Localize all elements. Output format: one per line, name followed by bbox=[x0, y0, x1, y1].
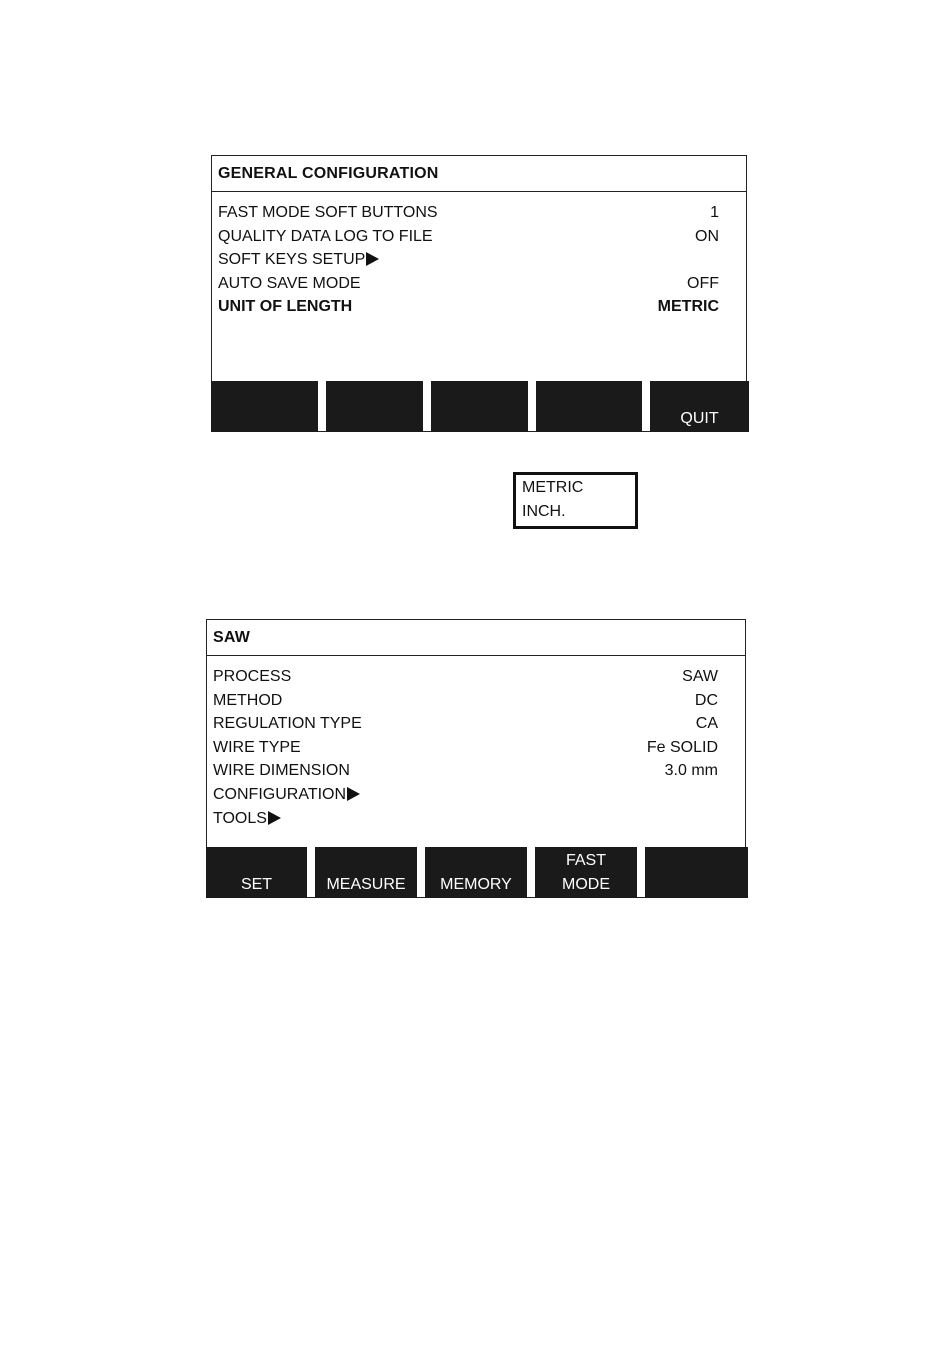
memory-softkey[interactable]: MEMORY bbox=[425, 847, 527, 898]
menu-item-label: TOOLS bbox=[213, 809, 267, 827]
menu-item-quality-data-log[interactable] bbox=[218, 225, 719, 249]
softkey-bar bbox=[211, 381, 747, 432]
menu-item-value: METRIC bbox=[657, 298, 719, 316]
menu-item-process[interactable] bbox=[213, 665, 718, 689]
general-configuration-panel bbox=[211, 155, 747, 432]
menu-item-regulation-type[interactable] bbox=[213, 712, 718, 736]
menu-item-value: CA bbox=[695, 715, 718, 733]
menu-item-value: DC bbox=[694, 691, 718, 709]
menu-item-configuration[interactable] bbox=[213, 783, 718, 807]
softkey-2[interactable] bbox=[326, 381, 423, 432]
saw-menu-panel bbox=[206, 619, 746, 898]
menu-item-label: AUTO SAVE MODE bbox=[218, 274, 361, 292]
menu-item-value: SAW bbox=[682, 668, 718, 685]
popup-option-metric[interactable]: METRIC bbox=[522, 479, 584, 496]
menu-item-value: OFF bbox=[687, 274, 719, 292]
triangle-right-icon bbox=[268, 811, 281, 825]
menu-item-label: CONFIGURATION bbox=[213, 785, 347, 803]
triangle-right-icon bbox=[347, 787, 360, 801]
menu-item-value: 3.0 mm bbox=[664, 762, 718, 780]
menu-item-auto-save-mode[interactable] bbox=[218, 272, 719, 296]
menu-item-label: UNIT OF LENGTH bbox=[218, 298, 353, 316]
menu-item-label: QUALITY DATA LOG TO FILE bbox=[218, 227, 433, 245]
saw-menu-title: SAW bbox=[207, 620, 745, 656]
measure-softkey[interactable]: MEASURE bbox=[315, 847, 417, 898]
fast-mode-softkey[interactable]: FAST MODE bbox=[535, 847, 637, 898]
general-configuration-title: GENERAL CONFIGURATION bbox=[212, 156, 746, 192]
menu-item-method[interactable] bbox=[213, 689, 718, 713]
softkey-4[interactable] bbox=[536, 381, 642, 432]
menu-item-label: METHOD bbox=[213, 691, 283, 709]
menu-item-value: Fe SOLID bbox=[646, 738, 718, 756]
triangle-right-icon bbox=[366, 252, 379, 266]
set-softkey[interactable]: SET bbox=[206, 847, 307, 898]
menu-item-label: FAST MODE SOFT BUTTONS bbox=[218, 204, 438, 221]
general-configuration-list bbox=[218, 201, 719, 319]
menu-item-fast-mode-soft-buttons[interactable] bbox=[218, 201, 719, 225]
softkey-5[interactable] bbox=[645, 847, 748, 898]
menu-item-label: REGULATION TYPE bbox=[213, 715, 362, 733]
menu-item-label: SOFT KEYS SETUP bbox=[218, 251, 366, 269]
menu-item-wire-type[interactable] bbox=[213, 736, 718, 760]
menu-item-label: WIRE DIMENSION bbox=[213, 762, 350, 780]
menu-item-wire-dimension[interactable] bbox=[213, 759, 718, 783]
softkey-bar bbox=[206, 847, 746, 898]
menu-item-label: PROCESS bbox=[213, 668, 292, 685]
quit-softkey[interactable]: QUIT bbox=[650, 381, 749, 432]
saw-menu-list bbox=[213, 665, 718, 830]
unit-of-length-popup bbox=[513, 472, 638, 529]
menu-item-label: WIRE TYPE bbox=[213, 738, 301, 756]
menu-item-value: ON bbox=[695, 227, 719, 245]
softkey-1[interactable] bbox=[211, 381, 318, 432]
softkey-3[interactable] bbox=[431, 381, 528, 432]
menu-item-soft-keys-setup[interactable] bbox=[218, 248, 719, 272]
menu-item-tools[interactable] bbox=[213, 807, 718, 831]
menu-item-unit-of-length-selected[interactable] bbox=[218, 295, 719, 319]
menu-item-value: 1 bbox=[710, 204, 719, 221]
popup-option-inch[interactable]: INCH. bbox=[522, 503, 566, 520]
